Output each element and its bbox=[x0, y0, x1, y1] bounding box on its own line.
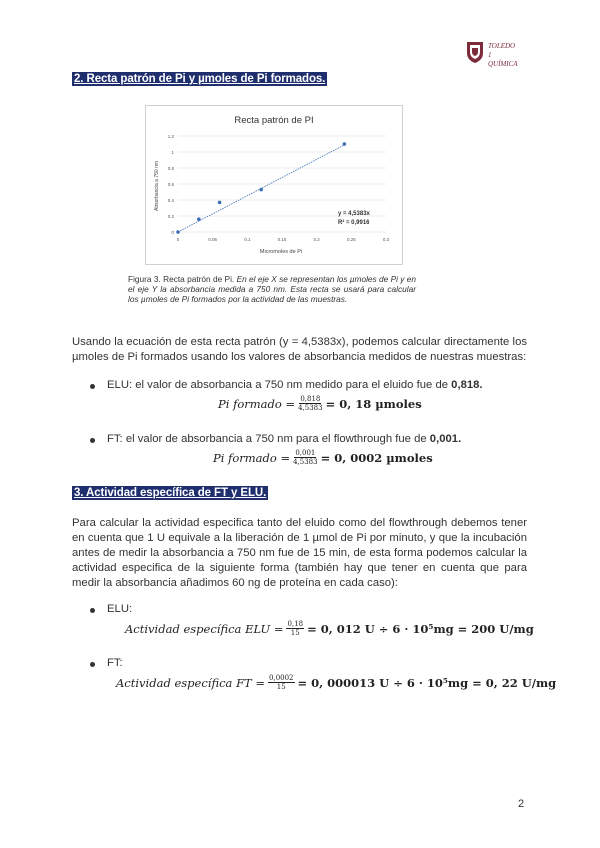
bullet-dot bbox=[90, 608, 95, 613]
y-tick-label: 0.2 bbox=[167, 214, 174, 219]
y-tick-label: 0 bbox=[171, 230, 174, 235]
eq-numerator: 0,0002 bbox=[269, 674, 294, 682]
data-point bbox=[218, 201, 222, 205]
data-point bbox=[259, 188, 263, 192]
eq-numerator: 0,818 bbox=[300, 395, 321, 403]
chart-ylabel: Absorbancia a 750 nm bbox=[154, 160, 160, 212]
logo-line-2: 1 bbox=[488, 51, 492, 59]
x-tick-label: 0.25 bbox=[346, 237, 356, 242]
eq-denominator: 4,5383 bbox=[293, 458, 318, 466]
university-logo bbox=[466, 38, 536, 74]
bullet-value: 0,001. bbox=[429, 433, 462, 445]
equation-activity-ft bbox=[116, 674, 556, 691]
equation-pi-ft bbox=[213, 449, 433, 466]
caption-prefix: Figura 3. Recta patrón de Pi. bbox=[128, 274, 235, 284]
figure-caption bbox=[128, 274, 416, 304]
paragraph-equation-intro: Usando la ecuación de esta recta patrón (y = 4,5383x), podemos calcular directamente los µmoles de Pi formados usando los valores de absorbancia medidos de nuestras muestras: bbox=[72, 336, 527, 363]
eq-fraction bbox=[293, 449, 318, 466]
bullet-text: ELU: bbox=[107, 603, 133, 615]
y-tick-label: 0.8 bbox=[167, 166, 174, 171]
bullet-dot bbox=[90, 384, 95, 389]
y-tick-label: 1 bbox=[171, 150, 174, 155]
chart-r2-label: R² = 0,9916 bbox=[338, 220, 370, 226]
logo-line-3: QUÍMICA bbox=[488, 60, 518, 68]
x-tick-label: 0 bbox=[176, 237, 180, 242]
calibration-chart bbox=[145, 105, 403, 265]
eq-rhs: = 0, 18 µmoles bbox=[325, 396, 422, 411]
eq-fraction bbox=[268, 674, 295, 691]
shield-icon bbox=[466, 40, 484, 64]
x-tick-label: 0.05 bbox=[208, 237, 218, 242]
eq-lhs: Actividad específica FT = bbox=[116, 675, 266, 690]
x-tick-label: 0.3 bbox=[382, 237, 390, 242]
eq-denominator: 4,5383 bbox=[298, 404, 323, 412]
paragraph-specific-activity: Para calcular la actividad especifica tanto del eluido como del flowthrough debemos tener en cuenta que 1 U equivale a la liberación de 1 µmol de Pi por minuto, y que la incubación antes de medir la absorbancia a 750 nm fue de 15 min, de esta forma podemos calcular la actividad especifica de la siguiente forma (también hay que tener en cuenta que para medir la absorbancia añadimos 60 ng de proteína en cada caso): bbox=[72, 517, 527, 589]
chart-equation-label: y = 4,5383x bbox=[338, 211, 370, 217]
bullet-value: 0,818. bbox=[451, 379, 483, 391]
equation-pi-elu bbox=[218, 395, 422, 412]
chart-title: Recta patrón de PI bbox=[234, 115, 314, 126]
logo-text bbox=[488, 42, 518, 69]
x-tick-label: 0.15 bbox=[277, 237, 287, 242]
x-tick-label: 0.2 bbox=[313, 237, 320, 242]
data-point bbox=[176, 230, 180, 234]
y-tick-label: 0.4 bbox=[167, 198, 174, 203]
data-point bbox=[197, 217, 201, 221]
eq-rhs: = 0, 012 U ÷ 6 · 10⁵mg = 200 U/mg bbox=[307, 621, 534, 636]
eq-numerator: 0,001 bbox=[295, 449, 316, 457]
equation-activity-elu bbox=[125, 620, 534, 637]
page-number: 2 bbox=[518, 798, 525, 810]
bullet-text: ELU: el valor de absorbancia a 750 nm medido para el eluido fue de bbox=[107, 379, 452, 391]
eq-lhs: Pi formado = bbox=[218, 396, 296, 411]
data-point bbox=[343, 142, 347, 146]
eq-denominator: 15 bbox=[276, 683, 286, 691]
section-2-heading: 2. Recta patrón de Pi y µmoles de Pi formados. bbox=[74, 73, 326, 85]
bullet-dot bbox=[90, 438, 95, 443]
bullet-text: FT: el valor de absorbancia a 750 nm para el flowthrough fue de bbox=[107, 433, 430, 445]
eq-rhs: = 0, 0002 µmoles bbox=[320, 450, 433, 465]
eq-denominator: 15 bbox=[290, 629, 300, 637]
chart-svg bbox=[146, 106, 402, 264]
eq-lhs: Pi formado = bbox=[213, 450, 291, 465]
eq-fraction bbox=[298, 395, 323, 412]
chart-xlabel: Micromoles de Pi bbox=[259, 249, 303, 255]
logo-line-1: TOLEDO bbox=[488, 42, 516, 50]
bullet-dot bbox=[90, 662, 95, 667]
eq-numerator: 0,18 bbox=[287, 620, 304, 628]
eq-lhs: Actividad específica ELU = bbox=[125, 621, 284, 636]
y-tick-label: 0.6 bbox=[167, 182, 174, 187]
section-3-heading: 3. Actividad específica de FT y ELU. bbox=[74, 487, 267, 499]
bullet-text: FT: bbox=[107, 657, 123, 669]
x-tick-label: 0.1 bbox=[244, 237, 251, 242]
eq-rhs: = 0, 000013 U ÷ 6 · 10⁵mg = 0, 22 U/mg bbox=[297, 675, 557, 690]
y-tick-label: 1.2 bbox=[167, 134, 174, 139]
eq-fraction bbox=[286, 620, 304, 637]
caption-body: En el eje X se representan los µmoles de Pi y en el eje Y la absorbancia medida a 750 nm. Esta recta se usará para calcular los µmoles de Pi formados por la actividad de las muestras. bbox=[128, 274, 417, 304]
